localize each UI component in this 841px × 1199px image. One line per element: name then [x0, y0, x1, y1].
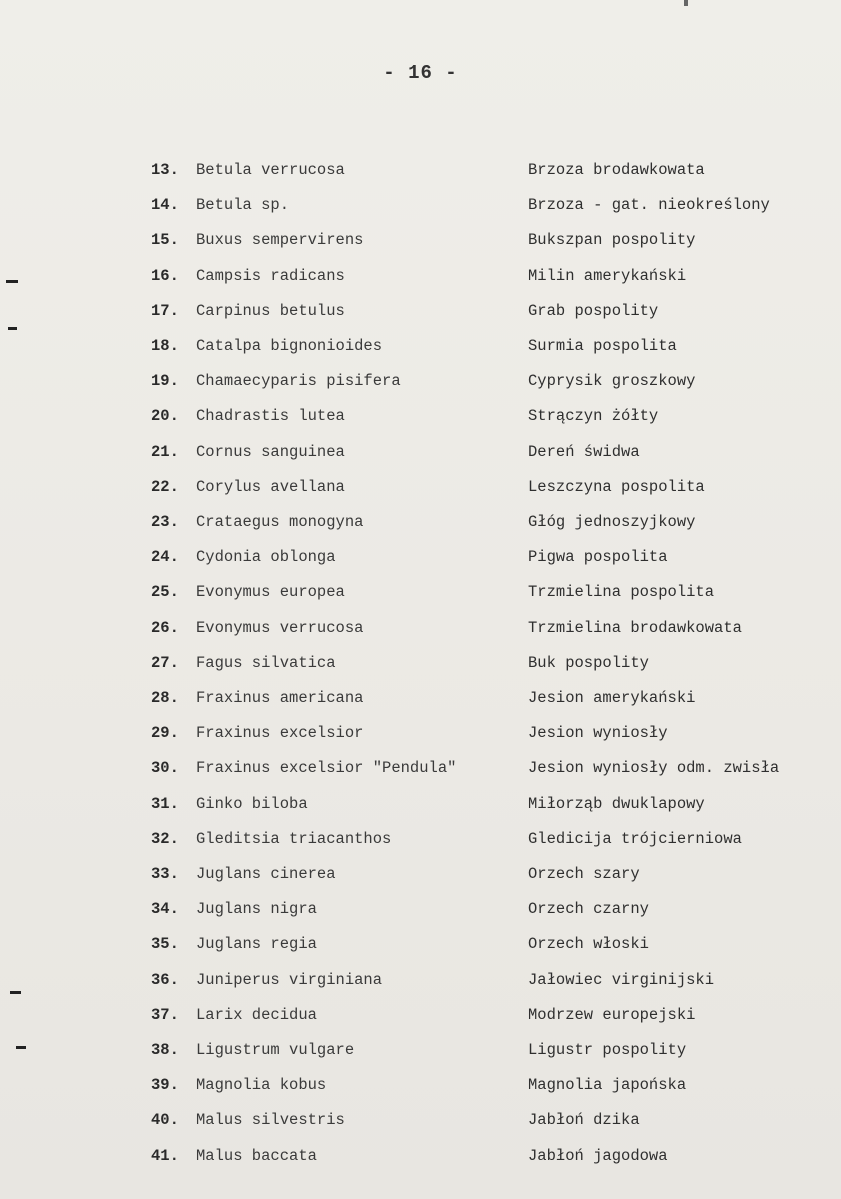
item-number: 19. [151, 372, 179, 390]
list-item [0, 683, 841, 713]
polish-name: Orzech włoski [528, 935, 649, 953]
polish-name: Buk pospolity [528, 654, 649, 672]
latin-name: Juglans nigra [196, 900, 317, 918]
item-number: 32. [151, 830, 179, 848]
list-item [0, 472, 841, 502]
polish-name: Trzmielina pospolita [528, 583, 715, 601]
latin-name: Malus silvestris [196, 1111, 345, 1129]
polish-name: Trzmielina brodawkowata [528, 619, 742, 637]
latin-name: Cydonia oblonga [196, 548, 336, 566]
latin-name: Fagus silvatica [196, 654, 336, 672]
list-item [0, 366, 841, 396]
latin-name: Juglans cinerea [196, 865, 336, 883]
list-item [0, 225, 841, 255]
latin-name: Fraxinus excelsior [196, 724, 364, 742]
list-item [0, 1105, 841, 1135]
margin-mark [16, 1046, 26, 1049]
latin-name: Fraxinus excelsior "Pendula" [196, 759, 457, 777]
list-item [0, 190, 841, 220]
page-number: - 16 - [383, 62, 458, 84]
latin-name: Gleditsia triacanthos [196, 830, 392, 848]
polish-name: Magnolia japońska [528, 1076, 687, 1094]
latin-name: Fraxinus americana [196, 689, 364, 707]
list-item [0, 437, 841, 467]
polish-name: Orzech szary [528, 865, 640, 883]
latin-name: Evonymus verrucosa [196, 619, 364, 637]
list-item [0, 859, 841, 889]
item-number: 33. [151, 865, 179, 883]
latin-name: Ginko biloba [196, 795, 308, 813]
latin-name: Magnolia kobus [196, 1076, 327, 1094]
list-item [0, 1000, 841, 1030]
list-item [0, 894, 841, 924]
latin-name: Malus baccata [196, 1147, 317, 1165]
item-number: 35. [151, 935, 179, 953]
polish-name: Jesion wyniosły [528, 724, 668, 742]
list-item [0, 718, 841, 748]
item-number: 25. [151, 583, 179, 601]
polish-name: Głóg jednoszyjkowy [528, 513, 696, 531]
latin-name: Betula sp. [196, 196, 290, 214]
list-item [0, 577, 841, 607]
polish-name: Leszczyna pospolita [528, 478, 705, 496]
latin-name: Chadrastis lutea [196, 407, 345, 425]
polish-name: Strączyn żółty [528, 407, 659, 425]
polish-name: Brzoza brodawkowata [528, 161, 705, 179]
item-number: 13. [151, 161, 179, 179]
item-number: 41. [151, 1147, 179, 1165]
list-item [0, 1070, 841, 1100]
item-number: 16. [151, 267, 179, 285]
polish-name: Grab pospolity [528, 302, 659, 320]
latin-name: Catalpa bignonioides [196, 337, 383, 355]
item-number: 29. [151, 724, 179, 742]
item-number: 38. [151, 1041, 179, 1059]
item-number: 31. [151, 795, 179, 813]
polish-name: Miłorząb dwuklapowy [528, 795, 705, 813]
polish-name: Modrzew europejski [528, 1006, 696, 1024]
latin-name: Larix decidua [196, 1006, 317, 1024]
list-item [0, 648, 841, 678]
latin-name: Cornus sanguinea [196, 443, 345, 461]
list-item [0, 965, 841, 995]
latin-name: Chamaecyparis pisifera [196, 372, 401, 390]
item-number: 34. [151, 900, 179, 918]
margin-mark [6, 280, 18, 283]
list-item [0, 613, 841, 643]
item-number: 21. [151, 443, 179, 461]
item-number: 40. [151, 1111, 179, 1129]
latin-name: Campsis radicans [196, 267, 345, 285]
latin-name: Evonymus europea [196, 583, 345, 601]
polish-name: Jabłoń jagodowa [528, 1147, 668, 1165]
item-number: 39. [151, 1076, 179, 1094]
polish-name: Surmia pospolita [528, 337, 677, 355]
list-item [0, 507, 841, 537]
item-number: 37. [151, 1006, 179, 1024]
item-number: 28. [151, 689, 179, 707]
list-item [0, 155, 841, 185]
polish-name: Jałowiec virginijski [528, 971, 715, 989]
list-item [0, 401, 841, 431]
item-number: 27. [151, 654, 179, 672]
polish-name: Orzech czarny [528, 900, 649, 918]
list-item [0, 1035, 841, 1065]
item-number: 26. [151, 619, 179, 637]
item-number: 30. [151, 759, 179, 777]
polish-name: Cyprysik groszkowy [528, 372, 696, 390]
list-item [0, 789, 841, 819]
polish-name: Dereń świdwa [528, 443, 640, 461]
item-number: 23. [151, 513, 179, 531]
margin-mark [10, 991, 21, 994]
polish-name: Pigwa pospolita [528, 548, 668, 566]
polish-name: Milin amerykański [528, 267, 687, 285]
list-item [0, 542, 841, 572]
polish-name: Jesion amerykański [528, 689, 696, 707]
list-item [0, 929, 841, 959]
polish-name: Jabłoń dzika [528, 1111, 640, 1129]
item-number: 17. [151, 302, 179, 320]
list-item [0, 261, 841, 291]
latin-name: Corylus avellana [196, 478, 345, 496]
margin-mark [8, 327, 17, 330]
scan-mark [684, 0, 688, 6]
latin-name: Buxus sempervirens [196, 231, 364, 249]
polish-name: Ligustr pospolity [528, 1041, 687, 1059]
polish-name: Bukszpan pospolity [528, 231, 696, 249]
polish-name: Jesion wyniosły odm. zwisła [528, 759, 780, 777]
polish-name: Brzoza - gat. nieokreślony [528, 196, 770, 214]
list-item [0, 1141, 841, 1171]
list-item [0, 331, 841, 361]
latin-name: Betula verrucosa [196, 161, 345, 179]
latin-name: Crataegus monogyna [196, 513, 364, 531]
item-number: 36. [151, 971, 179, 989]
item-number: 22. [151, 478, 179, 496]
item-number: 18. [151, 337, 179, 355]
latin-name: Juglans regia [196, 935, 317, 953]
item-number: 14. [151, 196, 179, 214]
latin-name: Juniperus virginiana [196, 971, 383, 989]
item-number: 15. [151, 231, 179, 249]
latin-name: Ligustrum vulgare [196, 1041, 355, 1059]
list-item [0, 296, 841, 326]
list-item [0, 753, 841, 783]
item-number: 20. [151, 407, 179, 425]
latin-name: Carpinus betulus [196, 302, 345, 320]
item-number: 24. [151, 548, 179, 566]
list-item [0, 824, 841, 854]
polish-name: Gledicija trójcierniowa [528, 830, 742, 848]
